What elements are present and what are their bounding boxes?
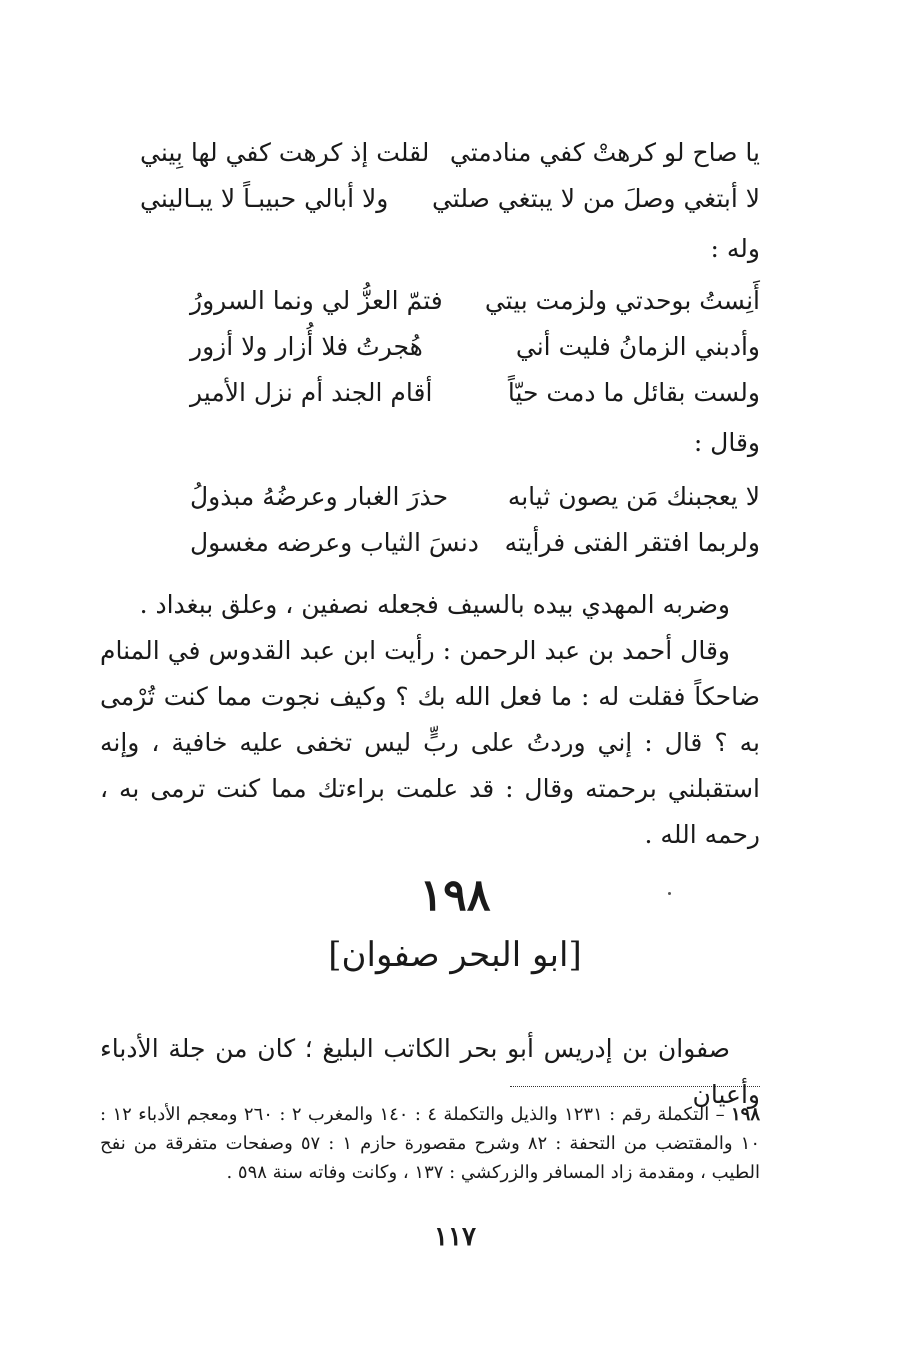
footnote-text: – التكملة رقم : ١٢٣١ والذيل والتكملة ٤ : ١٤٠ والمغرب ٢ : ٢٦٠ ومعجم الأدباء ١٢ : ١٠ والمقتضب من التحفة : ٨٢ وشرح مقصورة حازم ١ : ٥٧ وصفحات متفرقة من نفح الطيب ، ومقدمة زاد المسافر والزركشي : ١٣٧ ، وكانت وفاته سنة ٥٩٨ . <box>100 1104 760 1183</box>
verse-first-hemistich: يا صاح لو كرهتْ كفي منادمتي <box>449 138 760 167</box>
print-speck <box>668 892 671 895</box>
verse-line <box>190 324 760 370</box>
verse-line <box>140 176 760 222</box>
verse-second-hemistich: فتمّ العزُّ لي ونما السرورُ <box>190 286 443 315</box>
paragraph: صفوان بن إدريس أبو بحر الكاتب البليغ ؛ كان من جلة الأدباء وأعيان <box>100 1034 760 1109</box>
verse-second-hemistich: ولا أبالي حبيبـاً لا يبـاليني <box>140 184 389 213</box>
paragraph: وضربه المهدي بيده بالسيف فجعله نصفين ، وعلق ببغداد . <box>139 590 730 619</box>
verse-line <box>190 520 760 566</box>
footnote-divider <box>510 1086 760 1087</box>
verse-second-hemistich: دنسَ الثياب وعرضه مغسول <box>190 528 479 557</box>
verse-second-hemistich: حذرَ الغبار وعرضُهُ مبذولُ <box>190 482 449 511</box>
narrative-text <box>100 582 760 858</box>
verse-first-hemistich: لا أبتغي وصلَ من لا يبتغي صلتي <box>431 184 760 213</box>
entry-title: [ابو البحر صفوان] <box>328 935 582 975</box>
page-number: ١١٧ <box>434 1222 476 1252</box>
entry-number: ١٩٨ <box>419 870 491 921</box>
verse-second-hemistich: هُجرتُ فلا أُزار ولا أزور <box>190 332 423 361</box>
verse-first-hemistich: ولست بقائل ما دمت حيّاً <box>507 378 760 407</box>
verse-second-hemistich: لقلت إذ كرهت كفي لها بِيني <box>140 138 430 167</box>
verse-group-1 <box>140 130 760 222</box>
footnote-number: ١٩٨ <box>731 1104 761 1125</box>
verse-first-hemistich: ولربما افتقر الفتى فرأيته <box>504 528 760 557</box>
paragraph: وقال أحمد بن عبد الرحمن : رأيت ابن عبد القدوس في المنام ضاحكاً فقلت له : ما فعل الله بك ؟ وكيف نجوت مما كنت تُرْمى به ؟ قال : إني وردتُ على ربٍّ ليس تخفى عليه خافية ، وإنه استقبلني برحمته وقال : قد علمت براءتك مما كنت ترمى به ، رحمه الله . <box>100 636 760 849</box>
verse-group-3 <box>190 474 760 566</box>
poem-intro-label: وله : <box>710 234 760 263</box>
verse-group-2 <box>190 278 760 416</box>
verse-line <box>190 370 760 416</box>
verse-line <box>190 474 760 520</box>
verse-first-hemistich: أَنِستُ بوحدتي ولزمت بيتي <box>484 286 760 315</box>
verse-second-hemistich: أقام الجند أم نزل الأمير <box>190 378 433 407</box>
verse-first-hemistich: وأدبني الزمانُ فليت أني <box>515 332 760 361</box>
verse-first-hemistich: لا يعجبنك مَن يصون ثيابه <box>507 482 760 511</box>
verse-line <box>190 278 760 324</box>
verse-line <box>140 130 760 176</box>
footnote <box>100 1100 760 1187</box>
poem-intro-label: وقال : <box>693 428 760 457</box>
